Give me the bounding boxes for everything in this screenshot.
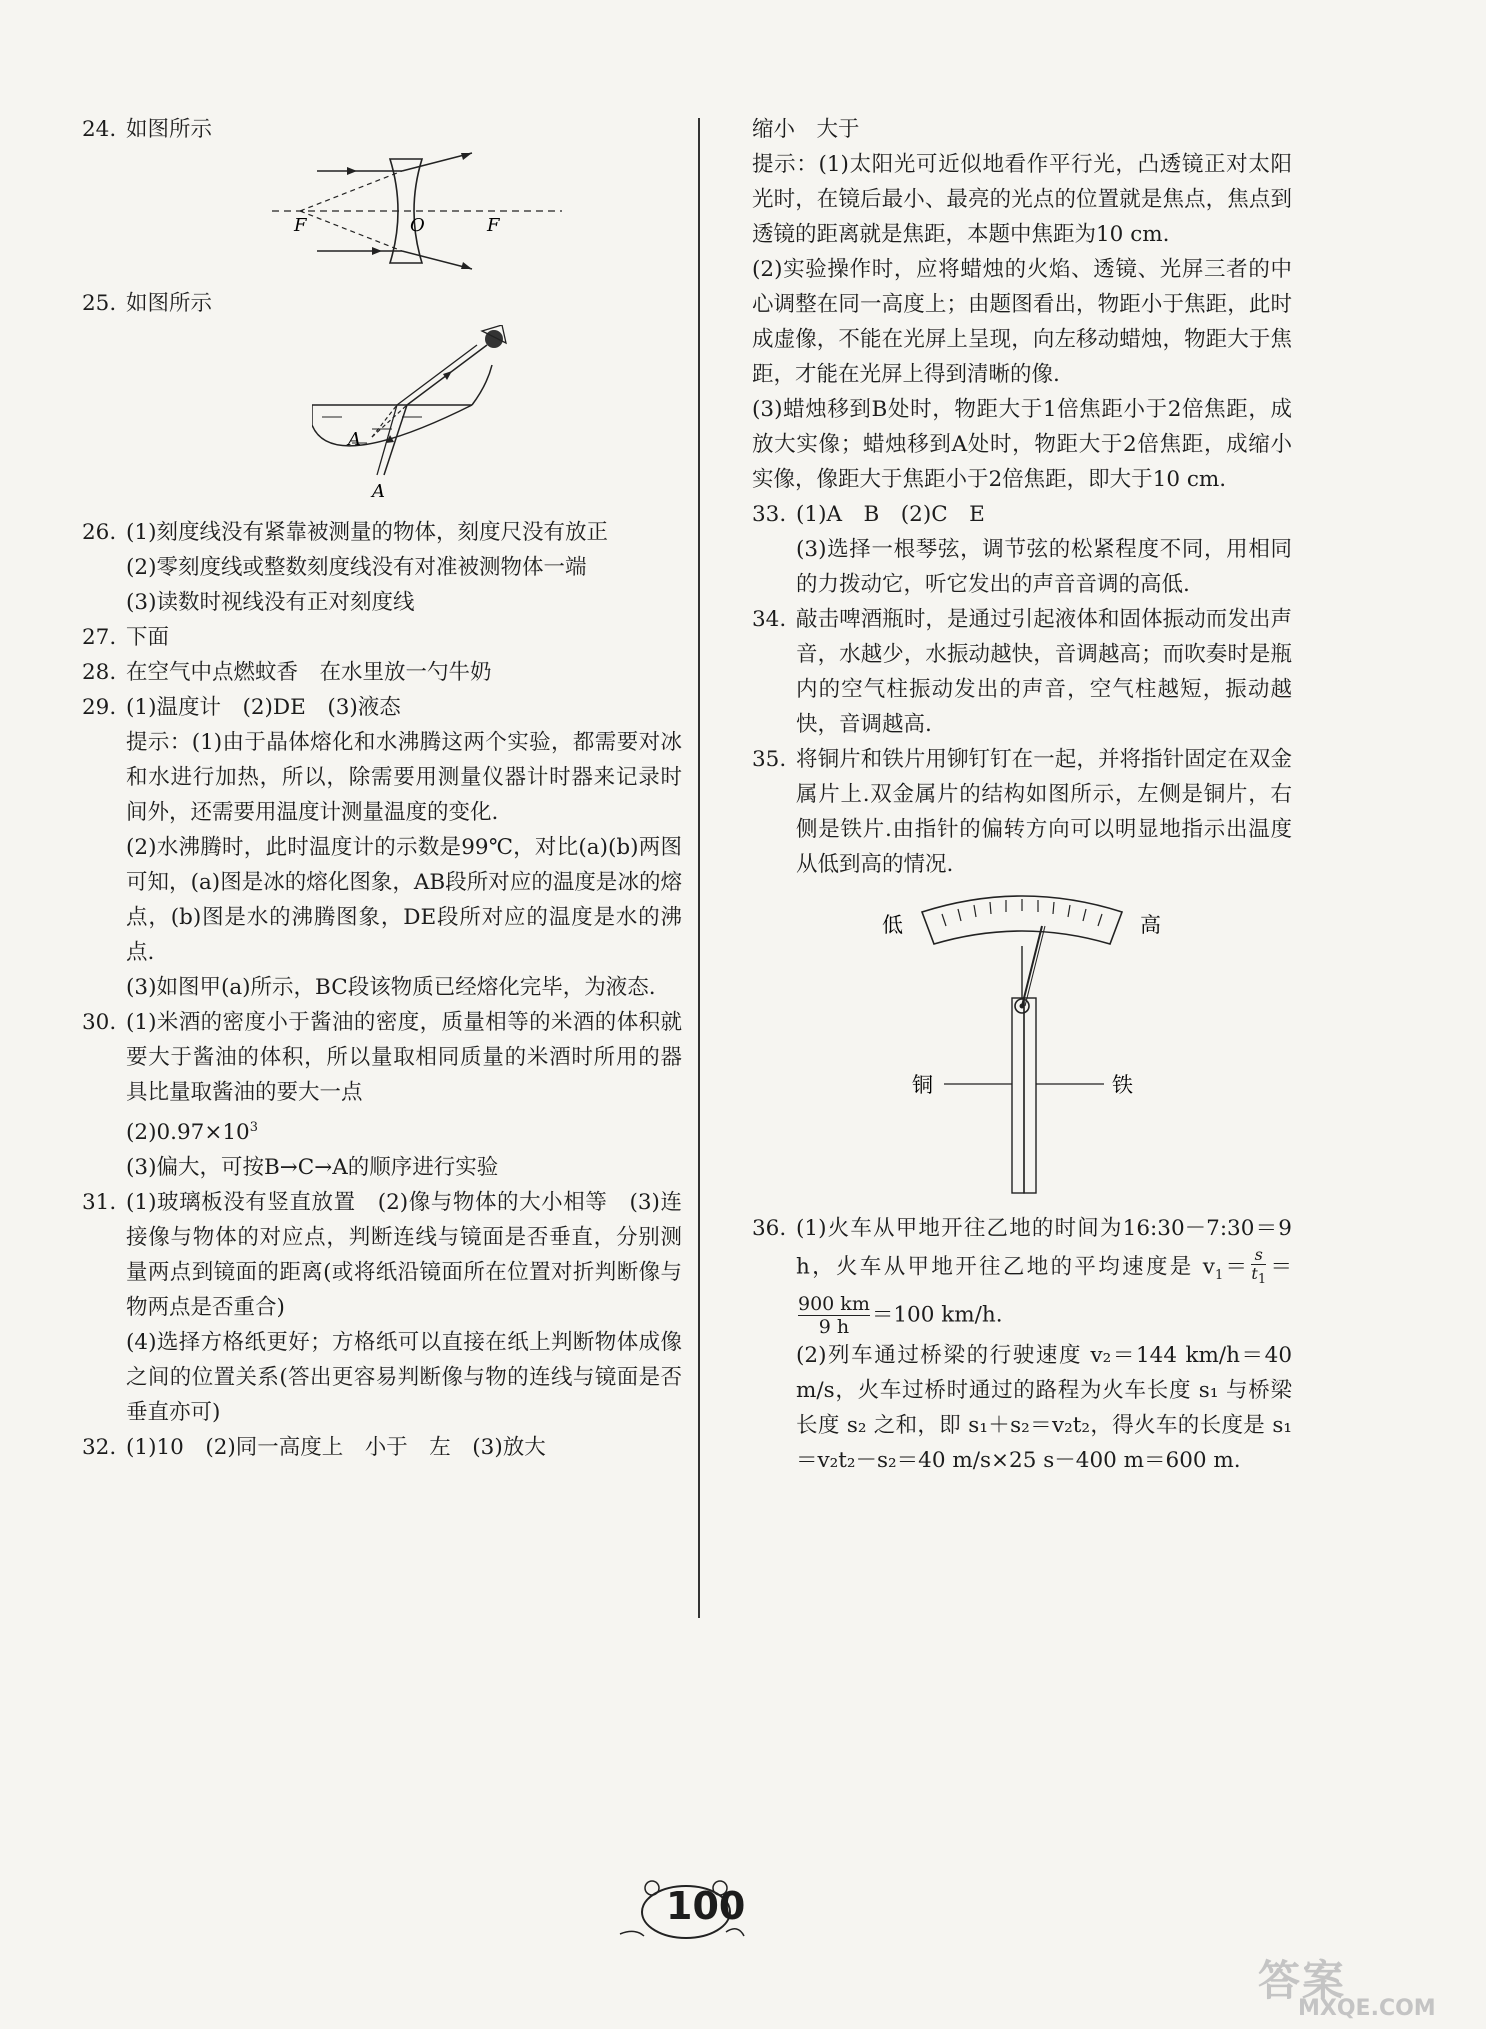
answer-35 [752, 742, 1292, 882]
density-value: (2)0.97×10 [126, 1120, 250, 1146]
point-a-label: A [372, 481, 385, 500]
hint-text: 提示：(1)太阳光可近似地看作平行光，凸透镜正对太阳光时，在镜后最小、最亮的光点的位置就是焦点，焦点到透镜的距离就是焦距，本题中焦距为10 cm. [752, 152, 1292, 247]
fraction-distance-time [798, 1293, 870, 1338]
answer-29 [82, 690, 682, 725]
equals: ＝ [1268, 1254, 1292, 1280]
answer-text: (3)读数时视线没有正对刻度线 [126, 590, 415, 615]
iron-label: 铁 [1112, 1073, 1133, 1097]
lens-ray-figure [272, 151, 562, 271]
answer-text: (2)列车通过桥梁的行驶速度 v₂＝144 km/h＝40 m/s，火车过桥时通过的路程为火车长度 s₁ 与桥梁长度 s₂ 之和，即 s₁＋s₂＝v₂t₂，得火车的长度是 s₁＝v₂t₂－s₂＝40 m/s×25 s－400 m＝600 m. [796, 1342, 1292, 1473]
answer-number: 33. [752, 502, 787, 527]
equals: ＝ [1223, 1254, 1250, 1280]
watermark-url: MXQE.COM [1298, 1996, 1436, 2021]
hint-text: 提示：(1)由于晶体熔化和水沸腾这两个实验，都需要对冰和水进行加热，所以，除需要用测量仪器计时器来记录时间外，还需要用温度计测量温度的变化. [126, 730, 682, 825]
answer-number: 32. [82, 1435, 117, 1461]
answer-text: (1)10 (2)同一高度上 小于 左 (3)放大 [126, 1435, 546, 1461]
right-column [752, 112, 1292, 1478]
train-time-text: (1)火车从甲地开往乙地的时间为16:30－7:30＝9 h，火车从甲地开往乙地的平均速度是 v [796, 1216, 1292, 1280]
answer-text: (1)A B (2)C E [796, 502, 985, 527]
answer-text: 缩小 大于 [752, 117, 860, 142]
bimetal-figure [882, 886, 1182, 1196]
answer-text: (1)玻璃板没有竖直放置 (2)像与物体的大小相等 (3)连接像与物体的对应点，判断连线与镜面是否垂直，分别测量两点到镜面的距离(或将纸沿镜面所在位置对折判断像与物两点是否重合) [126, 1190, 682, 1321]
answer-text [82, 1110, 682, 1150]
answer-number: 31. [82, 1190, 117, 1216]
answer-number: 29. [82, 695, 117, 720]
answer-number: 24. [82, 117, 117, 142]
speed-result: ＝100 km/h. [871, 1302, 1003, 1328]
subscript: 1 [1257, 1272, 1267, 1288]
refraction-figure [312, 325, 552, 500]
answer-number: 36. [752, 1216, 787, 1241]
page-number-badge [600, 1876, 760, 1946]
hint-text: (2)实验操作时，应将蜡烛的火焰、透镜、光屏三者的中心调整在同一高度上；由题图看出，物距小于焦距，此时成虚像，不能在光屏上呈现，向左移动蜡烛，物距大于焦距，才能在光屏上得到清晰的像. [752, 257, 1292, 387]
answer-28 [82, 655, 682, 690]
t-symbol: t [1251, 1264, 1258, 1283]
fraction-denominator: 9 h [798, 1315, 870, 1338]
answer-number: 34. [752, 607, 787, 632]
answer-text: 如图所示 [126, 117, 213, 142]
watermark-text: 答案 [1258, 1956, 1347, 2005]
answer-text: 下面 [126, 625, 170, 650]
answer-text: 在空气中点燃蚊香 在水里放一勺牛奶 [126, 660, 492, 685]
focus-label-right: F [487, 215, 500, 236]
point-a-image-label: A [348, 429, 361, 450]
answer-33 [752, 497, 1292, 532]
hint-text: (3)如图甲(a)所示，BC段该物质已经熔化完毕，为液态. [126, 975, 656, 1000]
fraction-numerator: s [1254, 1245, 1263, 1264]
answer-number: 26. [82, 520, 117, 545]
exponent: 3 [249, 1120, 258, 1135]
focus-label-left: F [294, 215, 307, 236]
subscript: 1 [1214, 1267, 1224, 1283]
answer-text [796, 1211, 1292, 1338]
answer-text: (1)温度计 (2)DE (3)液态 [126, 695, 401, 720]
answer-text: (3)偏大，可按B→C→A的顺序进行实验 [126, 1155, 499, 1181]
bimetal-thermometer-diagram [752, 886, 1292, 1207]
answer-34 [752, 602, 1292, 742]
answer-text: (3)选择一根琴弦，调节弦的松紧程度不同，用相同的力拨动它，听它发出的声音音调的高低. [796, 537, 1292, 597]
low-label: 低 [882, 913, 903, 937]
left-column [82, 112, 682, 1465]
answer-text: 敲击啤酒瓶时，是通过引起液体和固体振动而发出声音，水越少，水振动越快，音调越高；而吹奏时是瓶内的空气柱振动发出的声音，空气柱越短，振动越快，音调越高. [796, 607, 1292, 737]
concave-lens-diagram [82, 151, 682, 282]
fraction-denominator [1251, 1264, 1266, 1289]
center-label: O [410, 215, 425, 236]
answer-36 [752, 1211, 1292, 1338]
column-divider [698, 118, 700, 1618]
answer-number: 28. [82, 660, 117, 685]
fraction-numerator: 900 km [798, 1292, 870, 1315]
watermark [1258, 1948, 1468, 2021]
answer-24 [82, 112, 682, 147]
answer-26 [82, 515, 682, 550]
answer-27 [82, 620, 682, 655]
answer-text: 如图所示 [126, 291, 213, 316]
page-number: 100 [666, 1884, 746, 1928]
answer-32 [82, 1430, 682, 1465]
answer-31 [82, 1185, 682, 1325]
answer-30 [82, 1005, 682, 1110]
copper-label: 铜 [912, 1073, 933, 1097]
answer-number: 35. [752, 747, 787, 772]
answer-number: 25. [82, 291, 117, 316]
hint-text: (3)蜡烛移到B处时，物距大于1倍焦距小于2倍焦距，成放大实像；蜡烛移到A处时，物距大于2倍焦距，成缩小实像，像距大于焦距小于2倍焦距，即大于10 cm. [752, 397, 1292, 492]
high-label: 高 [1140, 913, 1161, 937]
hint-text: (2)水沸腾时，此时温度计的示数是99℃，对比(a)(b)两图可知，(a)图是冰的熔化图象，AB段所对应的温度是冰的熔点，(b)图是水的沸腾图象，DE段所对应的温度是水的沸点. [126, 835, 682, 965]
answer-text: (1)刻度线没有紧靠被测量的物体，刻度尺没有放正 [126, 520, 608, 545]
answer-text: (1)米酒的密度小于酱油的密度，质量相等的米酒的体积就要大于酱油的体积，所以量取相同质量的米酒时所用的器具比量取酱油的要大一点 [126, 1010, 682, 1105]
fraction-s-t [1251, 1246, 1266, 1289]
answer-text: (4)选择方格纸更好；方格纸可以直接在纸上判断物体成像之间的位置关系(答出更容易判断像与物的连线与镜面是否垂直亦可) [126, 1330, 682, 1426]
refraction-diagram [82, 325, 682, 511]
answer-25 [82, 286, 682, 321]
answer-number: 27. [82, 625, 117, 650]
answer-text: 将铜片和铁片用铆钉钉在一起，并将指针固定在双金属片上.双金属片的结构如图所示，左侧是铜片，右侧是铁片.由指针的偏转方向可以明显地指示出温度从低到高的情况. [796, 747, 1292, 877]
answer-text: (2)零刻度线或整数刻度线没有对准被测物体一端 [126, 555, 587, 580]
answer-number: 30. [82, 1010, 117, 1035]
